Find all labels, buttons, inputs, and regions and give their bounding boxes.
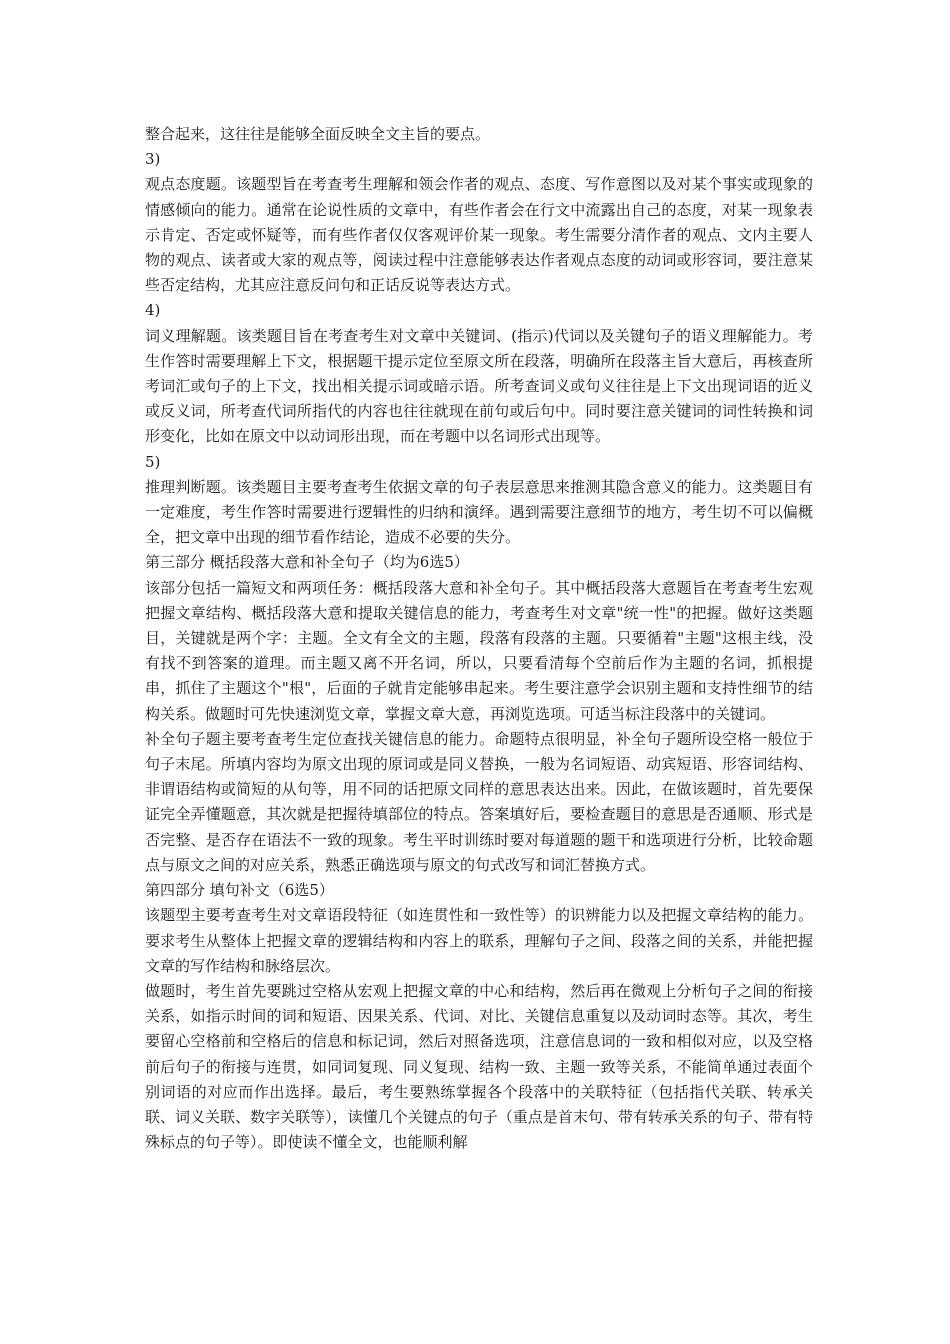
document-body: [145, 122, 813, 1155]
item-number: 5): [145, 452, 161, 471]
paragraph: 观点态度题。该题型旨在考查考生理解和领会作者的观点、态度、写作意图以及对某个事实或现象的情感倾向的能力。通常在论说性质的文章中，有些作者会在行文中流露出自己的态度，对某一现象表示肯定、否定或怀疑等，而有些作者仅仅客观评价某一现象。考生需要分清作者的观点、文内主要人物的观点、读者或大家的观点等，阅读过程中注意能够表达作者观点态度的动词或形容词，要注意某些否定结构，尤其应注意反问句和正话反说等表达方式。: [145, 175, 813, 295]
paragraph: 词义理解题。该类题目旨在考查考生对文章中关键词、(指示)代词以及关键句子的语义理解能力。考生作答时需要理解上下文，根据题干提示定位至原文所在段落，明确所在段落主旨大意后，再核查所考词汇或句子的上下文，找出相关提示词或暗示语。所考查词义或句义往往是上下文出现词语的近义或反义词，所考查代词所指代的内容也往往就现在前句或后句中。同时要注意关键词的词性转换和词形变化，比如在原文中以动词形出现，而在考题中以名词形式出现等。: [145, 326, 813, 446]
paragraph: 做题时，考生首先要跳过空格从宏观上把握文章的中心和结构，然后再在微观上分析句子之间的衔接关系，如指示时间的词和短语、因果关系、代词、对比、关键信息重复以及动词时态等。其次，考生要留心空格前和空格后的信息和标记词，然后对照备选项，注意信息词的一致和相似对应，以及空格前后句子的衔接与连贯，如同词复现、同义复现、结构一致、主题一致等关系，不能简单通过表面个别词语的对应而作出选择。最后，考生要熟练掌握各个段落中的关联特征（包括指代关联、转承关联、词义关联、数字关联等），读懂几个关键点的句子（重点是首末句、带有转承关系的句子、带有特殊标点的句子等）。即使读不懂全文，也能顺利解: [145, 981, 813, 1152]
paragraph: 该部分包括一篇短文和两项任务：概括段落大意和补全句子。其中概括段落大意题旨在考查考生宏观把握文章结构、概括段落大意和提取关键信息的能力，考查考生对文章"统一性"的把握。做好这类题目，关键就是两个字：主题。全文有全文的主题，段落有段落的主题。只要循着"主题"这根主线，没有找不到答案的道理。而主题又离不开名词，所以，只要看清每个空前后作为主题的名词，抓根提串，抓住了主题这个"根"，后面的子就肯定能够串起来。考生要注意学会识别主题和支持性细节的结构关系。做题时可先快速浏览文章，掌握文章大意，再浏览选项。可适当标注段落中的关键词。: [145, 578, 813, 723]
paragraph: 补全句子题主要考查考生定位查找关键信息的能力。命题特点很明显，补全句子题所设空格一般位于句子末尾。所填内容均为原文出现的原词或是同义替换，一般为名词短语、动宾短语、形容词结构、非谓语结构或简短的从句等，用不同的话把原文同样的意思表达出来。因此，在做该题时，首先要保证完全弄懂题意，其次就是把握待填部位的特点。答案填好后，要检查题目的意思是否通顺、形式是否完整、是否存在语法不一致的现象。考生平时训练时要对每道题的题干和选项进行分析，比较命题点与原文之间的对应关系，熟悉正确选项与原文的句式改写和词汇替换方式。: [145, 729, 813, 874]
item-number: 3): [145, 150, 161, 169]
paragraph: 整合起来，这往往是能够全面反映全文主旨的要点。: [145, 125, 491, 143]
paragraph: 推理判断题。该类题目主要考查考生依据文章的句子表层意思来推测其隐含意义的能力。这类题目有一定难度，考生作答时需要进行逻辑性的归纳和演绎。遇到需要注意细节的地方，考生切不可以偏概全，把文章中出现的细节看作结论，造成不必要的失分。: [145, 477, 813, 547]
section-heading: 第四部分 填句补文（6选5）: [145, 881, 334, 900]
section-heading: 第三部分 概括段落大意和补全句子（均为6选5）: [145, 553, 469, 572]
item-number: 4): [145, 301, 161, 320]
paragraph: 该题型主要考查考生对文章语段特征（如连贯性和一致性等）的识辨能力以及把握文章结构的能力。要求考生从整体上把握文章的逻辑结构和内容上的联系，理解句子之间、段落之间的关系，并能把握文章的写作结构和脉络层次。: [145, 906, 813, 975]
